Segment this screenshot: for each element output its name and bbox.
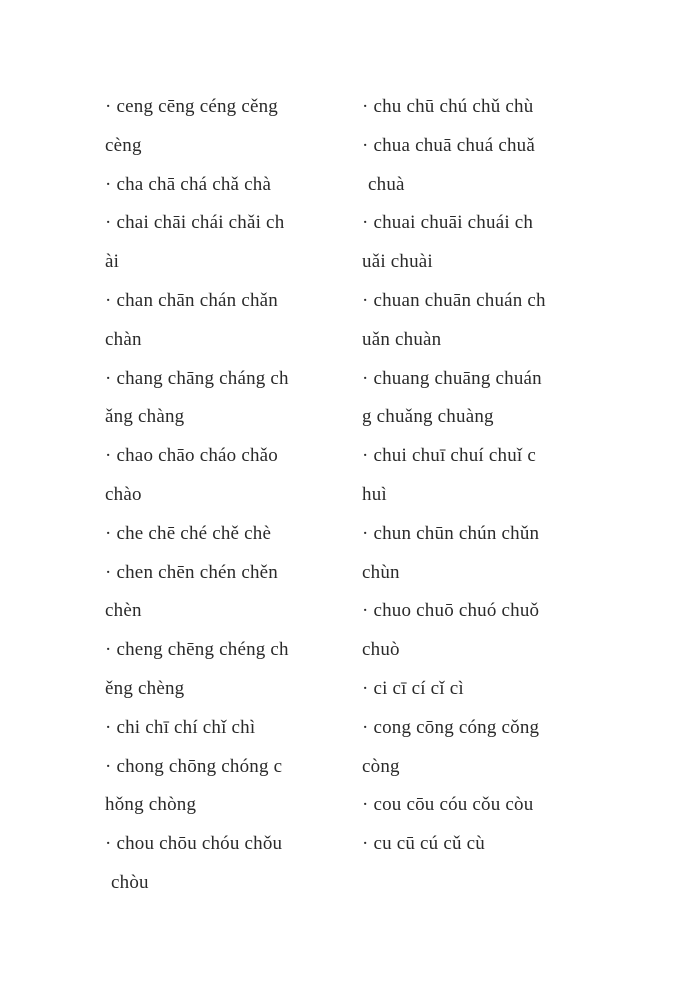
pinyin-line: · chun chūn chún chǔn — [362, 522, 540, 544]
pinyin-line: · chua chuā chuá chuǎ — [362, 134, 535, 156]
pinyin-line: ài — [105, 251, 120, 273]
pinyin-line: · chao chāo cháo chǎo — [105, 445, 278, 467]
pinyin-line: · cha chā chá chǎ chà — [105, 173, 272, 195]
pinyin-line: · chang chāng cháng ch — [105, 367, 289, 389]
pinyin-line: · cou cōu cóu cǒu còu — [362, 794, 534, 816]
pinyin-line: · chi chī chí chǐ chì — [105, 716, 256, 738]
pinyin-line: · chong chōng chóng c — [105, 755, 283, 777]
pinyin-line: · chai chāi chái chǎi ch — [105, 212, 285, 234]
pinyin-line: · chuai chuāi chuái ch — [362, 212, 534, 234]
pinyin-line: chuà — [368, 173, 405, 195]
pinyin-line: ěng chèng — [105, 677, 185, 699]
pinyin-line: chòu — [111, 871, 149, 893]
pinyin-line: chàn — [105, 328, 142, 350]
pinyin-line: · chou chōu chóu chǒu — [105, 833, 283, 855]
pinyin-line: ǎng chàng — [105, 406, 185, 428]
left-column — [105, 88, 355, 903]
pinyin-line: chèn — [105, 600, 142, 622]
pinyin-line: · ci cī cí cǐ cì — [362, 677, 464, 699]
pinyin-line: · ceng cēng céng cěng — [105, 96, 278, 117]
pinyin-line: · chuan chuān chuán ch — [362, 289, 546, 311]
pinyin-line: huì — [362, 483, 387, 505]
pinyin-line: uǎi chuài — [362, 251, 433, 273]
pinyin-line: g chuǎng chuàng — [362, 406, 494, 428]
right-column — [362, 88, 612, 864]
pinyin-line: cèng — [105, 134, 142, 156]
pinyin-line: còng — [362, 755, 400, 777]
pinyin-line: · chuo chuō chuó chuǒ — [362, 600, 540, 622]
pinyin-line: · chen chēn chén chěn — [105, 561, 278, 583]
pinyin-line: · cheng chēng chéng ch — [105, 639, 289, 661]
pinyin-line: uǎn chuàn — [362, 328, 442, 350]
pinyin-line: chào — [105, 483, 142, 505]
pinyin-line: · che chē ché chě chè — [105, 522, 272, 544]
pinyin-line: · chan chān chán chǎn — [105, 289, 278, 311]
pinyin-line: chuò — [362, 639, 400, 661]
pinyin-line: hǒng chòng — [105, 794, 197, 816]
pinyin-line: · chu chū chú chǔ chù — [362, 96, 534, 117]
pinyin-line: · cu cū cú cǔ cù — [362, 833, 485, 855]
pinyin-line: · chui chuī chuí chuǐ c — [362, 445, 536, 467]
pinyin-line: chùn — [362, 561, 400, 583]
pinyin-line: · cong cōng cóng cǒng — [362, 716, 540, 738]
pinyin-line: · chuang chuāng chuán — [362, 367, 542, 389]
